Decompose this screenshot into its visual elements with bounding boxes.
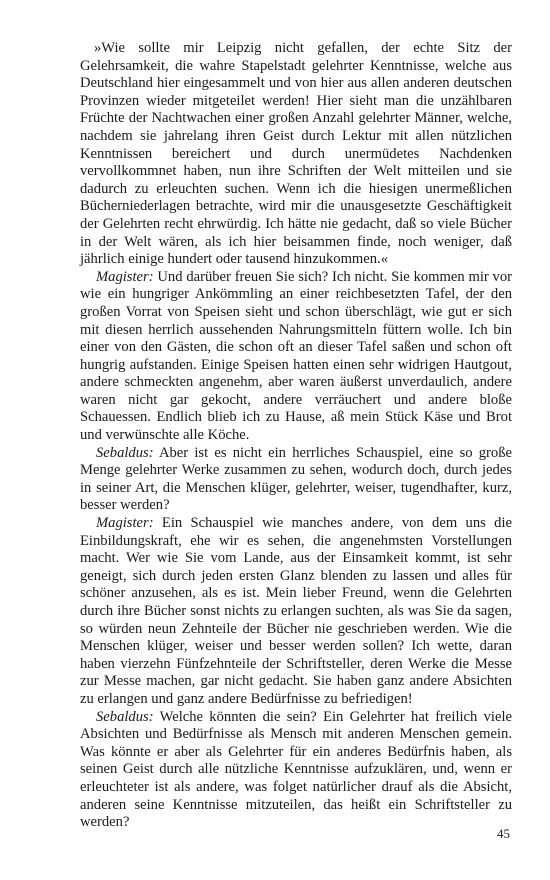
paragraph-magister-2 [80,515,512,709]
paragraph-quote [80,40,512,269]
paragraph-sebaldus-1 [80,445,512,515]
speaker-label: Sebaldus: [96,444,154,461]
speaker-label: Sebaldus: [96,708,154,725]
paragraph-text: Aber ist es nicht ein herrliches Schauspiel, eine so große Menge gelehrter Werke zusammen zu sehen, wodurch doch, durch jedes in seiner Art, die Menschen klüger, gelehrter, weiser, tugendhafter, kurz, besser werden? [80,444,512,514]
paragraph-text: Und darüber freuen Sie sich? Ich nicht. Sie kommen mir vor wie ein hungriger Ankömmling an einer reichbesetzten Tafel, der den großen Vorrat von Speisen sieht und schon überschlägt, wie gut er sich mit diesen herrlich aussehenden Nahrungsmitteln füttern wolle. Ich bin einer von den Gästen, die schon oft an dieser Tafel saßen und schon oft hungrig aufstanden. Einige Speisen hatten einen sehr widrigen Hautgout, andere schmeckten angenehm, aber waren äußerst unverdaulich, andere waren nicht gar gekocht, andere verräuchert und andere bloße Schauessen. Endlich blieb ich zu Hause, aß mein Stück Käse und Brot und verwünschte alle Köche. [80,268,512,444]
page-number: 45 [497,826,510,841]
body-text [80,40,512,832]
paragraph-text: »Wie sollte mir Leipzig nicht gefallen, der echte Sitz der Gelehrsamkeit, die wahre Stapelstadt gelehrter Kenntnisse, welche aus Deutschland hier eingesammelt und von hier aus allen anderen deutschen Provinzen wieder mitgeteilet werden! Hier sieht man die unzählbaren Früchte der Nachtwachen einer großen Anzahl gelehrter Männer, welche, nachdem sie jahrelang ihren Geist durch Lektur mit allen nützlichen Kenntnissen bereichert und durch unermüdetes Nachdenken vervollkommnet haben, nun ihre Schriften der Welt mitteilen und sie dadurch zu erleuchten suchen. Wenn ich die hiesigen unermeßlichen Bücherniederlagen betrachte, wird mir die unausgesetzte Geschäftigkeit der Gelehrten recht ehrwürdig. Ich hätte nie gedacht, daß so viele Bücher in der Welt wären, als ich hier beisammen finde, noch weniger, daß jährlich einige hundert oder tausend hinzukommen.« [80,40,512,268]
speaker-label: Magister: [96,515,154,532]
paragraph-text: Welche könnten die sein? Ein Gelehrter hat freilich viele Absichten und Bedürfnisse als Mensch mit anderen Menschen gemein. Was könnte er aber als Gelehrter für ein anderes Bedürfnis haben, als seinen Geist durch alle nützliche Kenntnisse aufzuklären, und, wenn er erleuchteter ist als andere, was folget natürlicher drauf als die Absicht, anderen seine Kenntnisse mitzuteilen, das heißt ein Schriftsteller zu werden? [80,708,512,831]
speaker-label: Magister: [96,268,154,285]
paragraph-magister-1 [80,269,512,445]
paragraph-text: Ein Schauspiel wie manches andere, von dem uns die Einbildungskraft, ehe wir es sehen, die angenehmsten Vorstellungen macht. Wer wie Sie vom Lande, aus der Einsamkeit kommt, ist sehr geneigt, sich durch jeden ersten Glanz blenden zu lassen und alles für schöner anzusehen, als es ist. Mein lieber Freund, wenn die Gelehrten durch ihre Bücher sonst nichts zu erlangen suchten, als was Sie da sagen, so würden neun Zehnteile der Bücher nie geschrieben werden. Wie die Menschen klüger, weiser und besser werden sollen? Ich wette, daran haben vierzehn Fünfzehnteile der Schriftsteller, deren Werke die Messe zur Messe machen, gar nicht gedacht. Sie haben ganz andere Absichten zu erlangen und ganz andere Bedürfnisse zu befriedigen! [80,515,512,707]
paragraph-sebaldus-2 [80,709,512,832]
